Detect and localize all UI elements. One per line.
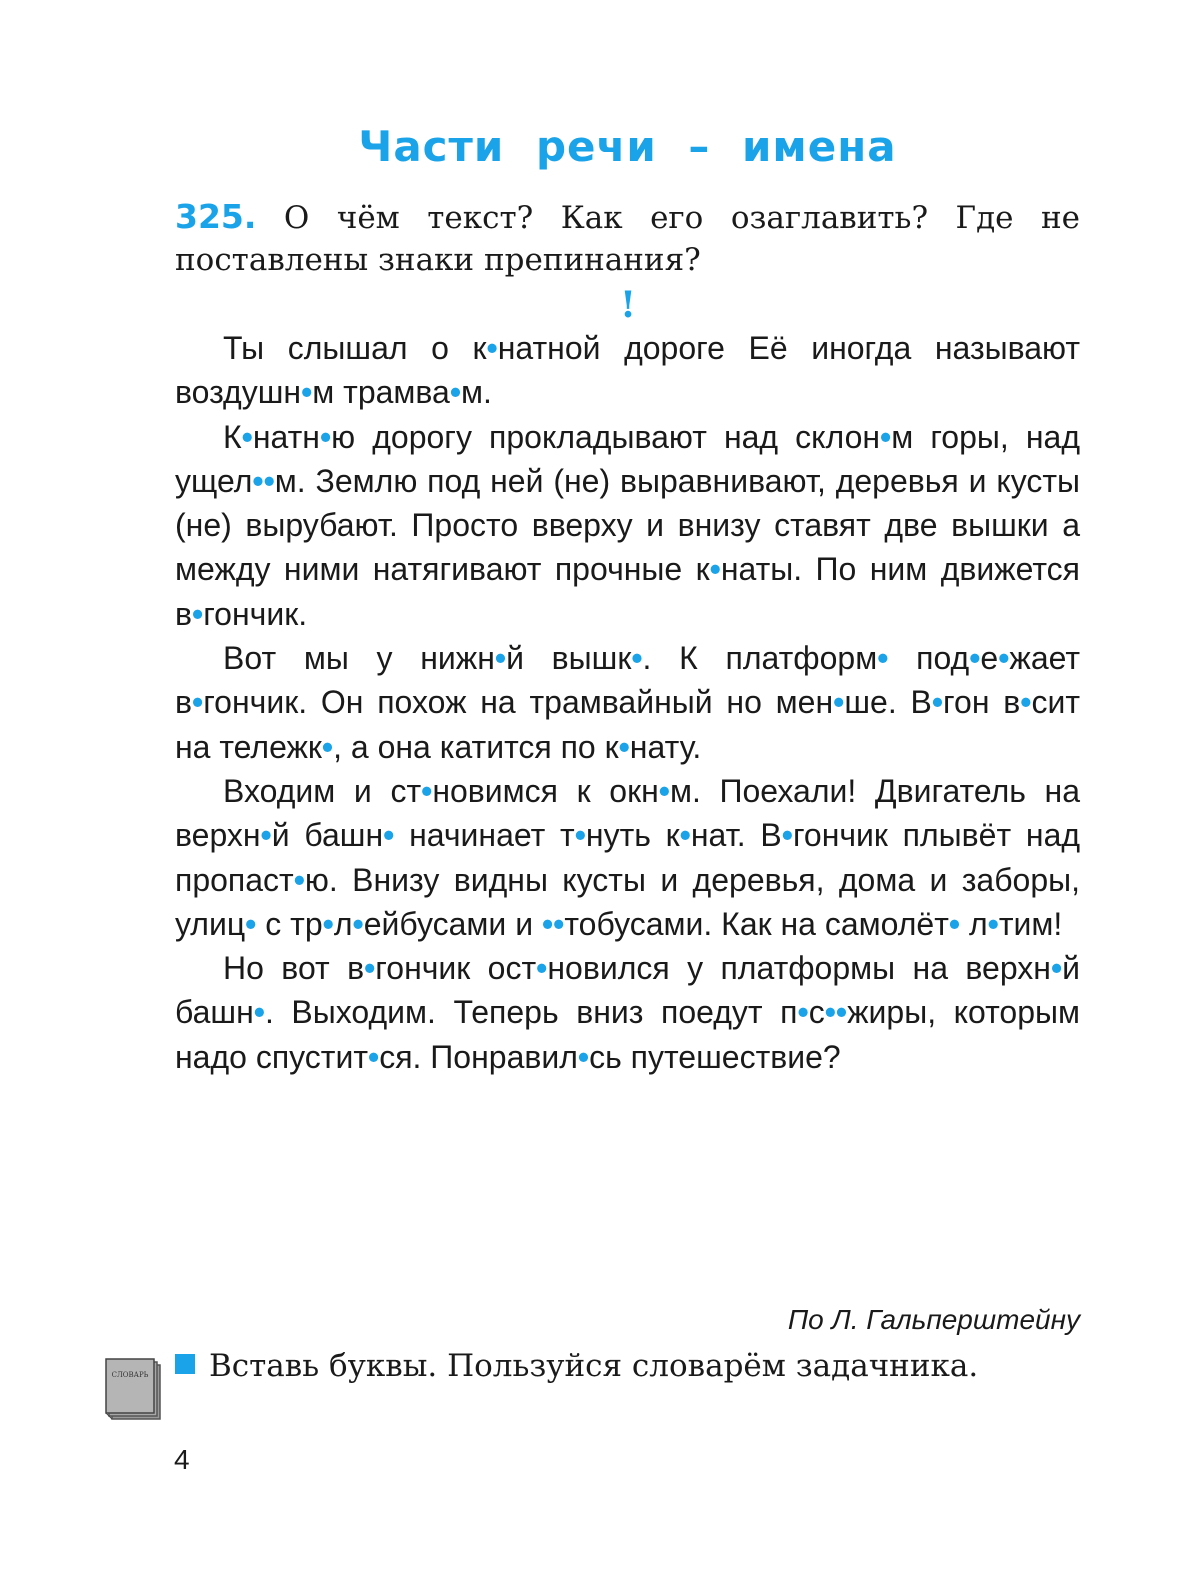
text-paragraph-4 [175,769,1080,946]
missing-letter-dot: • [319,418,332,455]
text-run: нат. В [690,817,782,854]
missing-letter-dot: • [301,374,313,411]
text-run: Вот мы у нижн [223,640,495,677]
missing-letter-dot: • [1020,684,1032,721]
missing-letter-dot: • [321,728,334,765]
missing-letter-dot: • [631,640,643,677]
text-run: л [960,905,988,942]
missing-letter-dot: • [987,905,999,942]
missing-letter-dot: • [421,772,433,809]
text-run: гончик ост [375,950,537,987]
exclamation-marker: ! [620,284,636,326]
missing-letter-dot: • [192,595,204,632]
missing-letter-dot: • [658,772,670,809]
missing-letter-dot: • [494,640,507,677]
text-run: гончик. [203,595,308,632]
dictionary-book-icon [104,1355,162,1421]
missing-letter-dot: • [245,905,257,942]
text-run: с [808,994,825,1031]
text-run: е [980,640,999,677]
text-run: гончик. Он похож на трамвайный но мен [203,684,834,721]
missing-letter-dot: • [241,418,253,455]
text-run: тим! [998,905,1063,942]
missing-letter-dot: • [931,684,944,721]
missing-letter-dot: •• [824,994,848,1031]
missing-letter-dot: •• [252,462,275,499]
text-run: . К платформ [642,640,878,677]
text-run: натной дороге Её иногда называют воздушн [175,330,1081,411]
missing-letter-dot: • [322,905,334,942]
text-run: с тр [256,905,323,942]
page-number: 4 [174,1444,190,1475]
missing-letter-dot: • [797,994,809,1031]
text-run: нуть к [585,817,680,854]
text-run: Но вот в [223,950,365,987]
text-paragraph-3 [175,636,1080,769]
text-run: . Выходим. Теперь вниз поедут п [264,994,798,1031]
missing-letter-dot: • [253,994,265,1031]
missing-letter-dot: • [709,551,721,588]
missing-letter-dot: • [293,861,305,898]
text-run: гон в [943,684,1021,721]
text-run: ю дорогу прокладывают над склон [331,418,881,455]
missing-letter-dot: • [998,640,1010,677]
text-run: л [333,905,353,942]
instruction-text: Вставь буквы. Пользуйся словарём задачника. [209,1348,979,1384]
text-run: Входим и ст [223,772,422,809]
text-paragraph-1 [175,326,1080,415]
section-heading: Части речи – имена [358,122,897,171]
text-run: жиры, которым надо спустит [175,994,1081,1075]
text-run: сит на тележк [175,684,1081,765]
dictionary-label: СЛОВАРЬ [111,1371,149,1379]
instruction [175,1345,1080,1387]
missing-letter-dot: • [574,817,586,854]
missing-letter-dot: • [833,684,845,721]
text-paragraph-5 [175,946,1080,1079]
missing-letter-dot: • [969,640,981,677]
text-run: , а она катится по к [333,728,619,765]
text-run: гончик плывёт над пропаст [175,817,1081,898]
missing-letter-dot: • [679,817,691,854]
missing-letter-dot: • [948,905,961,942]
text-run: й башн [175,950,1081,1031]
missing-letter-dot: • [1050,950,1063,987]
text-run: м. Поехали! Двигатель на верхн [175,772,1081,854]
text-run: й башн [271,817,384,854]
text-run: жает в [175,640,1080,721]
missing-letter-dot: • [781,817,793,854]
text-run: ейбусами и [363,905,542,942]
missing-letter-dot: • [192,684,204,721]
missing-letter-dot: • [880,418,892,455]
exercise-text [175,326,1080,1079]
text-run: м горы, над ущел [175,418,1080,499]
text-run: К [223,418,242,455]
missing-letter-dot: •• [541,905,565,942]
missing-letter-dot: • [618,728,630,765]
missing-letter-dot: • [486,330,498,366]
text-run: ю. Внизу видны кусты и деревья, дома и заборы, улиц [175,861,1080,942]
text-run: наты. По ним движется в [175,551,1080,632]
text-run: под [888,640,970,677]
text-run: м. [461,374,492,411]
exercise-task [175,196,1080,281]
text-run: новимся к окн [432,772,659,809]
exercise-number: 325. [175,197,257,236]
text-run: нату. [629,728,702,765]
missing-letter-dot: • [367,1038,380,1075]
text-run: ся. Понравил [379,1038,578,1075]
text-run: натн [252,418,320,455]
missing-letter-dot: • [536,950,548,987]
missing-letter-dot: • [260,817,272,854]
blue-square-marker [175,1354,195,1374]
text-run: м трамва [312,374,450,411]
missing-letter-dot: • [577,1038,590,1075]
text-run: сь путешествие? [589,1038,841,1075]
exercise-question: О чём текст? Как его озаглавить? Где не поставлены знаки препинания? [175,200,1080,278]
text-paragraph-2 [175,415,1080,636]
text-run: м. Землю под ней (не) выравнивают, деревья и кусты (не) вырубают. Просто вверху и внизу ставят две вышки а между ними натягивают прочные к [175,462,1080,588]
missing-letter-dot: • [877,640,889,677]
text-run: Ты слышал о к [223,330,487,366]
missing-letter-dot: • [352,905,364,942]
missing-letter-dot: • [449,374,462,411]
text-run: й вышк [506,640,632,677]
text-run: ше. В [844,684,932,721]
missing-letter-dot: • [364,950,376,987]
text-run: новился у платформы на верхн [547,950,1051,987]
missing-letter-dot: • [383,817,395,854]
author-attribution: По Л. Гальперштейну [787,1304,1080,1335]
text-run: начинает т [394,817,575,854]
text-run: тобусами. Как на самолёт [564,905,949,942]
